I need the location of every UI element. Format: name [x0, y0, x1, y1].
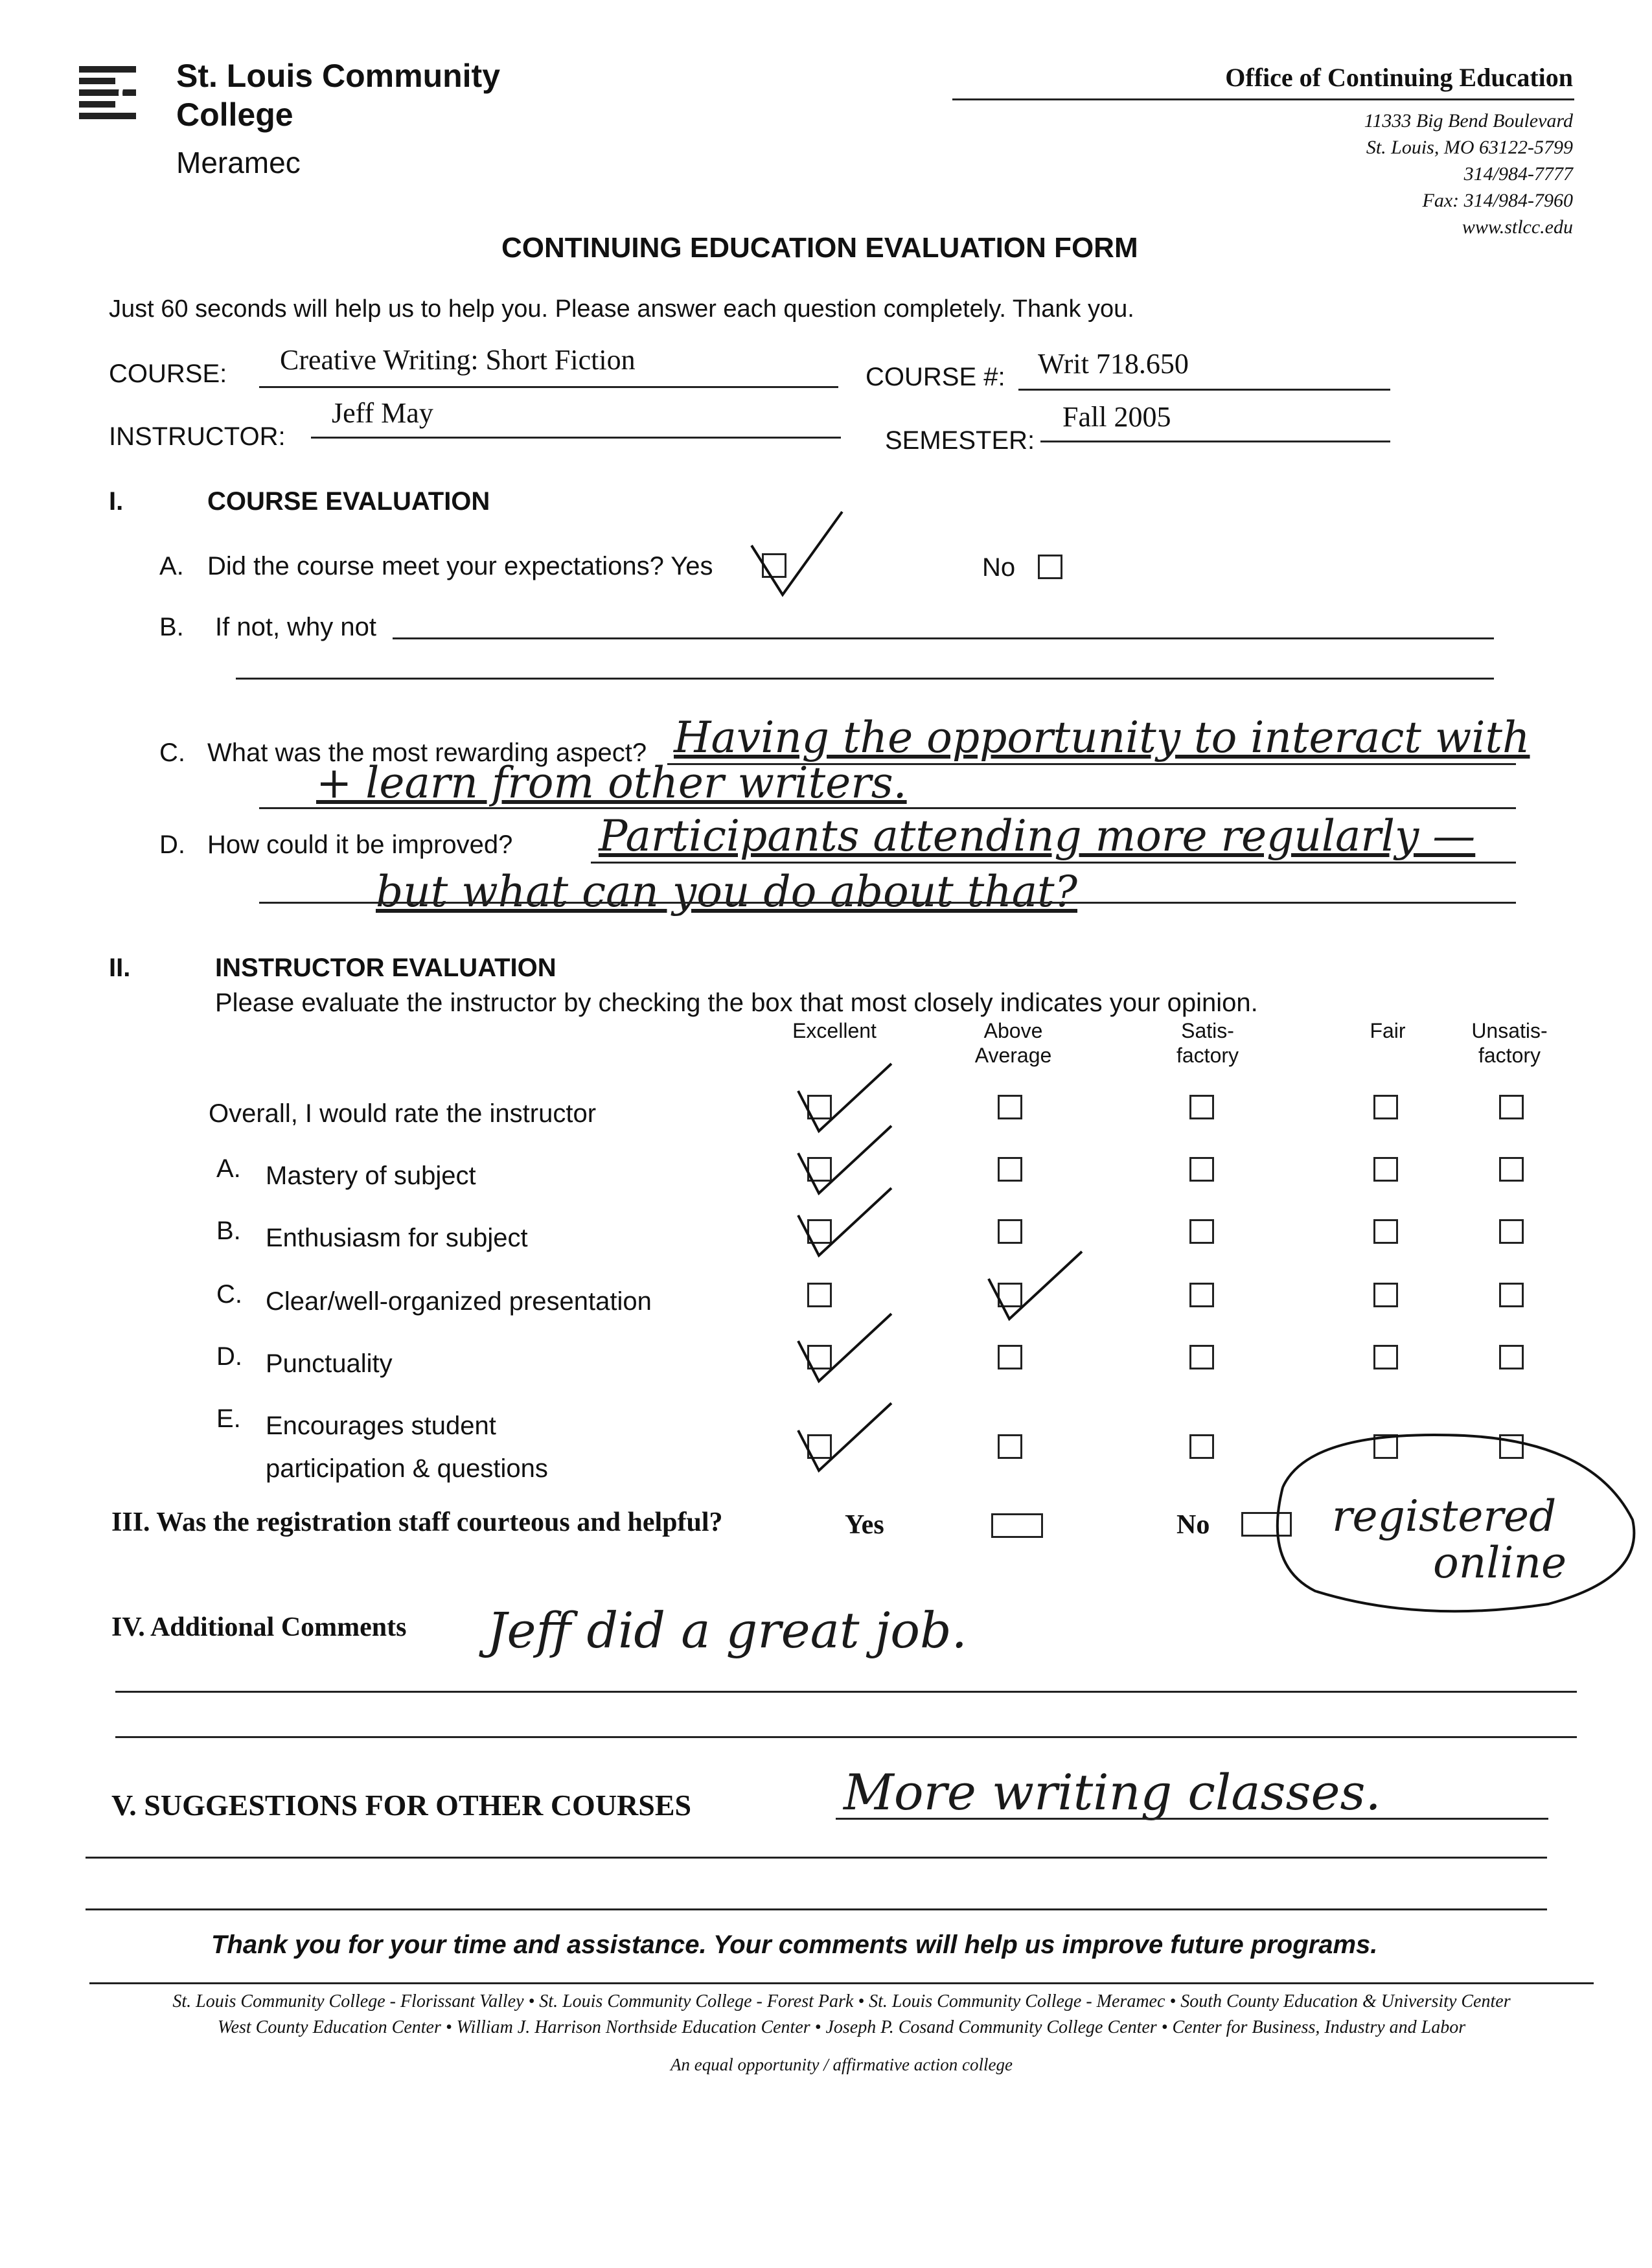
question-c-answer-1[interactable]: Having the opportunity to interact with	[674, 713, 1530, 762]
rating-checkbox-above-average[interactable]	[998, 1434, 1022, 1459]
column-header-line: Excellent	[792, 1019, 877, 1042]
intro-text: Just 60 seconds will help us to help you. Please answer each question completely. Thank you.	[109, 295, 1134, 323]
rating-row-label	[266, 1154, 476, 1197]
column-header-line: factory	[1176, 1044, 1239, 1067]
column-header-line: Above	[983, 1019, 1043, 1042]
rating-checkbox-above-average[interactable]	[998, 1157, 1022, 1182]
college-logo	[76, 62, 141, 127]
question-a-letter: A.	[159, 552, 184, 580]
footer-eeo-statement: An equal opportunity / affirmative action college	[671, 2055, 1013, 2074]
rating-checkbox-above-average[interactable]	[998, 1219, 1022, 1244]
address-line: St. Louis, MO 63122-5799	[1366, 137, 1573, 158]
section2-instructions: Please evaluate the instructor by checking the box that most closely indicates your opinion.	[215, 989, 1258, 1017]
rating-checkbox-fair[interactable]	[1373, 1219, 1398, 1244]
rating-checkbox-satisfactory[interactable]	[1189, 1157, 1214, 1182]
question-d-line-2	[259, 902, 1516, 904]
question-b-text: If not, why not	[215, 613, 377, 641]
rating-row-label-line: Overall, I would rate the instructor	[209, 1099, 597, 1128]
rating-checkbox-unsatisfactory[interactable]	[1499, 1345, 1524, 1369]
column-header-above-average	[942, 1018, 1084, 1068]
course-label: COURSE:	[109, 360, 227, 388]
section1-title: COURSE EVALUATION	[207, 487, 490, 516]
rating-row-letter: C.	[216, 1280, 242, 1309]
rating-row-label-line: Encourages student	[266, 1412, 496, 1440]
question-b-line-1	[393, 637, 1494, 639]
course-field-line	[259, 386, 838, 388]
form-title: CONTINUING EDUCATION EVALUATION FORM	[501, 232, 1138, 264]
rating-checkbox-fair[interactable]	[1373, 1283, 1398, 1307]
rating-checkbox-excellent[interactable]	[807, 1283, 832, 1307]
rating-row-label-line: Enthusiasm for subject	[266, 1224, 528, 1252]
column-header-line: Fair	[1370, 1019, 1406, 1042]
rating-row-label	[266, 1404, 548, 1490]
column-header-fair	[1316, 1018, 1459, 1043]
rating-row-letter: D.	[216, 1342, 242, 1371]
instructor-value[interactable]: Jeff May	[332, 397, 433, 429]
question-d-line-1	[591, 862, 1516, 864]
question-b-letter: B.	[159, 613, 184, 641]
rating-row-label-line: participation & questions	[266, 1454, 548, 1483]
campus-name: Meramec	[176, 146, 301, 179]
rating-row-label	[266, 1280, 652, 1323]
address-line: 11333 Big Bend Boulevard	[1364, 110, 1573, 132]
instructor-label: INSTRUCTOR:	[109, 422, 286, 451]
expectations-no-checkbox[interactable]	[1038, 555, 1062, 579]
address-line: Fax: 314/984-7960	[1422, 190, 1573, 211]
college-name-line2: College	[176, 97, 293, 133]
question-c-text: What was the most rewarding aspect?	[207, 739, 647, 767]
question-d-answer-1[interactable]: Participants attending more regularly —	[599, 811, 1476, 861]
question-a-no: No	[982, 553, 1016, 582]
semester-value[interactable]: Fall 2005	[1062, 401, 1171, 433]
course-number-field-line	[1018, 389, 1390, 391]
additional-comments-answer[interactable]: Jeff did a great job.	[487, 1601, 967, 1659]
rating-checkmark	[788, 1398, 898, 1476]
rating-checkbox-satisfactory[interactable]	[1189, 1434, 1214, 1459]
column-header-line: Unsatis-	[1471, 1019, 1548, 1042]
comments-line-1	[115, 1691, 1577, 1693]
column-header-line: Average	[974, 1044, 1052, 1067]
footer-rule	[89, 1982, 1594, 1984]
suggestions-line-3	[86, 1908, 1547, 1910]
question-a-text: Did the course meet your expectations? Yes	[207, 552, 713, 580]
question-c-line-2	[259, 807, 1516, 809]
rating-checkmark	[978, 1246, 1088, 1324]
rating-checkbox-satisfactory[interactable]	[1189, 1345, 1214, 1369]
section3-no-label: No	[1176, 1510, 1210, 1540]
rating-checkmark	[788, 1309, 898, 1386]
college-name-line1: St. Louis Community	[176, 58, 500, 94]
address-line: 314/984-7777	[1463, 163, 1573, 185]
section3-yes-label: Yes	[845, 1510, 884, 1540]
rating-checkbox-unsatisfactory[interactable]	[1499, 1219, 1524, 1244]
column-header-line: Satis-	[1181, 1019, 1234, 1042]
rating-checkbox-satisfactory[interactable]	[1189, 1095, 1214, 1119]
semester-field-line	[1040, 441, 1390, 442]
rating-row-letter: E.	[216, 1404, 241, 1433]
rating-checkbox-unsatisfactory[interactable]	[1499, 1157, 1524, 1182]
question-d-text: How could it be improved?	[207, 830, 513, 859]
column-header-unsatisfactory	[1438, 1018, 1581, 1068]
column-header-excellent	[763, 1018, 906, 1043]
rating-checkbox-fair[interactable]	[1373, 1157, 1398, 1182]
rating-row-label-line: Clear/well-organized presentation	[266, 1287, 652, 1316]
section2-numeral: II.	[109, 954, 131, 982]
semester-label: SEMESTER:	[885, 426, 1035, 455]
section5-label: V. SUGGESTIONS FOR OTHER COURSES	[111, 1789, 692, 1822]
rating-checkbox-unsatisfactory[interactable]	[1499, 1283, 1524, 1307]
rating-row-label	[266, 1342, 393, 1385]
rating-row-label-line: Punctuality	[266, 1349, 393, 1378]
section4-label: IV. Additional Comments	[111, 1612, 407, 1642]
rating-checkbox-fair[interactable]	[1373, 1345, 1398, 1369]
office-name: Office of Continuing Education	[1225, 63, 1573, 92]
suggestions-answer[interactable]: More writing classes.	[843, 1763, 1381, 1821]
rating-checkbox-satisfactory[interactable]	[1189, 1219, 1214, 1244]
course-number-value[interactable]: Writ 718.650	[1038, 348, 1189, 380]
address-line: www.stlcc.edu	[1462, 216, 1573, 238]
question-d-answer-2[interactable]: but what can you do about that?	[376, 867, 1078, 917]
rating-checkbox-unsatisfactory[interactable]	[1499, 1095, 1524, 1119]
question-d-letter: D.	[159, 830, 185, 859]
footer-campuses-line2: West County Education Center • William J. Harrison Northside Education Center • Joseph P. Cosand Community College Center • Center for Business, Industry and Labor	[217, 2017, 1466, 2037]
section1-numeral: I.	[109, 487, 124, 516]
office-address	[1364, 108, 1573, 240]
rating-checkbox-above-average[interactable]	[998, 1095, 1022, 1119]
suggestions-line-1	[836, 1818, 1548, 1820]
question-c-answer-2[interactable]: + learn from other writers.	[316, 758, 907, 808]
footer-campuses-line1: St. Louis Community College - Florissant Valley • St. Louis Community College - Forest Park • St. Louis Community College - Meramec • South County Education & University Center	[172, 1991, 1511, 2011]
header-rule	[952, 98, 1574, 100]
column-header-line: factory	[1478, 1044, 1541, 1067]
rating-checkbox-satisfactory[interactable]	[1189, 1283, 1214, 1307]
rating-checkbox-fair[interactable]	[1373, 1095, 1398, 1119]
rating-row-label	[266, 1217, 528, 1259]
expectations-yes-checkmark	[745, 505, 849, 602]
thank-you-text: Thank you for your time and assistance. Your comments will help us improve future programs.	[211, 1930, 1378, 1959]
instructor-field-line	[311, 437, 841, 439]
rating-checkmark	[788, 1183, 898, 1261]
column-header-satisfactory	[1136, 1018, 1279, 1068]
question-c-letter: C.	[159, 739, 185, 767]
question-c-line-1	[667, 763, 1516, 765]
registration-yes-box[interactable]	[991, 1513, 1043, 1538]
rating-row-label	[209, 1092, 596, 1135]
rating-checkbox-above-average[interactable]	[998, 1345, 1022, 1369]
rating-row-letter: A.	[216, 1154, 241, 1183]
rating-row-label-line: Mastery of subject	[266, 1162, 476, 1190]
section2-title: INSTRUCTOR EVALUATION	[215, 954, 556, 982]
suggestions-line-2	[86, 1857, 1547, 1859]
course-number-label: COURSE #:	[866, 363, 1005, 391]
section3-question: III. Was the registration staff courteous and helpful?	[111, 1507, 723, 1537]
comments-line-2	[115, 1736, 1577, 1738]
question-b-line-2	[236, 678, 1494, 680]
registered-online-note-2: online	[1433, 1538, 1567, 1588]
course-value[interactable]: Creative Writing: Short Fiction	[280, 344, 636, 376]
rating-row-letter: B.	[216, 1217, 241, 1245]
registered-online-note-1: registered	[1332, 1491, 1557, 1541]
